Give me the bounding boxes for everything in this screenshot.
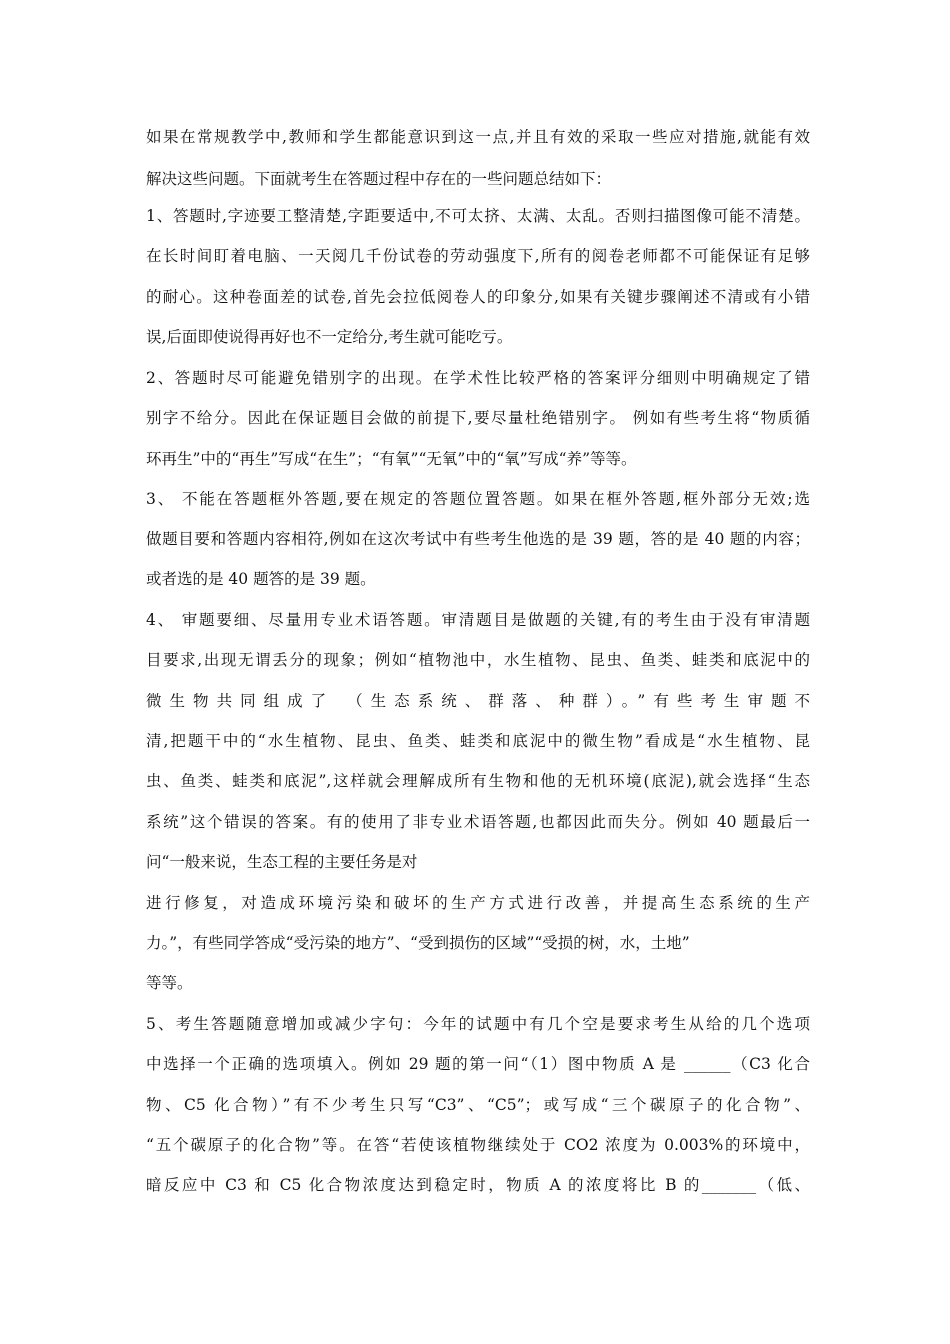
- text-line: 2、答题时尽可能避免错别字的出现。在学术性比较严格的答案评分细则中明确规定了错: [146, 369, 810, 387]
- text-line: 4、 审题要细、尽量用专业术语答题。审清题目是做题的关键,有的考生由于没有审清题: [146, 611, 810, 629]
- text-line: 在长时间盯着电脑、一天阅几千份试卷的劳动强度下,所有的阅卷老师都不可能保证有足够: [146, 247, 810, 265]
- text-line: 1、答题时,字迹要工整清楚,字距要适中,不可太挤、太满、太乱。否则扫描图像可能不清楚。: [146, 207, 810, 225]
- text-line: 虫、鱼类、蛙类和底泥”,这样就会理解成所有生物和他的无机环境(底泥),就会选择“生态: [146, 772, 810, 790]
- text-line: 环再生”中的“再生”写成“在生”；“有氧”“无氧”中的“氧”写成“养”等等。: [146, 450, 637, 468]
- text-line: 中选择一个正确的选项填入。例如 29 题的第一问“（1）图中物质 A 是 ______（C3 化合: [146, 1055, 810, 1073]
- text-line: 的耐心。这种卷面差的试卷,首先会拉低阅卷人的印象分,如果有关键步骤阐述不清或有小错: [146, 288, 810, 306]
- text-line: 误,后面即使说得再好也不一定给分,考生就可能吃亏。: [146, 328, 513, 346]
- text-line: 解决这些问题。下面就考生在答题过程中存在的一些问题总结如下：: [146, 170, 612, 188]
- text-line: 问“一般来说，生态工程的主要任务是对: [146, 853, 418, 871]
- text-line: 微生物共同组成了 （生态系统、群落、种群）。”有些考生审题不: [146, 692, 810, 710]
- text-line: 物、C5 化合物）”有不少考生只写“C3”、“C5”；或写成“三个碳原子的化合物”、: [146, 1096, 810, 1114]
- text-line: 等等。: [146, 974, 193, 992]
- text-line: 别字不给分。因此在保证题目会做的前提下,要尽量杜绝错别字。 例如有些考生将“物质循: [146, 409, 810, 427]
- text-line: 清,把题干中的“水生植物、昆虫、鱼类、蛙类和底泥中的微生物”看成是“水生植物、昆: [146, 732, 810, 750]
- text-line: 或者选的是 40 题答的是 39 题。: [146, 570, 376, 588]
- text-line: 5、考生答题随意增加或减少字句：今年的试题中有几个空是要求考生从给的几个选项: [146, 1015, 810, 1033]
- text-line: 目要求,出现无谓丢分的现象；例如“植物池中，水生植物、昆虫、鱼类、蛙类和底泥中的: [146, 651, 810, 669]
- text-line: 进行修复，对造成环境污染和破坏的生产方式进行改善，并提高生态系统的生产: [146, 894, 810, 912]
- text-line: 做题目要和答题内容相符,例如在这次考试中有些考生他选的是 39 题，答的是 40 题的内容；: [146, 530, 810, 548]
- text-line: 3、 不能在答题框外答题,要在规定的答题位置答题。如果在框外答题,框外部分无效;选: [146, 490, 810, 508]
- text-line: “五个碳原子的化合物”等。在答“若使该植物继续处于 CO2 浓度为 0.003%的环境中，: [146, 1136, 810, 1154]
- text-line: 系统”这个错误的答案。有的使用了非专业术语答题,也都因此而失分。例如 40 题最后一: [146, 813, 810, 831]
- text-line: 如果在常规教学中,教师和学生都能意识到这一点,并且有效的采取一些应对措施,就能有效: [146, 128, 810, 146]
- text-line: 暗反应中 C3 和 C5 化合物浓度达到稳定时，物质 A 的浓度将比 B 的_______（低、: [146, 1176, 810, 1194]
- text-line: 力。”，有些同学答成“受污染的地方”、“受到损伤的区域”“受损的树，水，土地”: [146, 934, 690, 952]
